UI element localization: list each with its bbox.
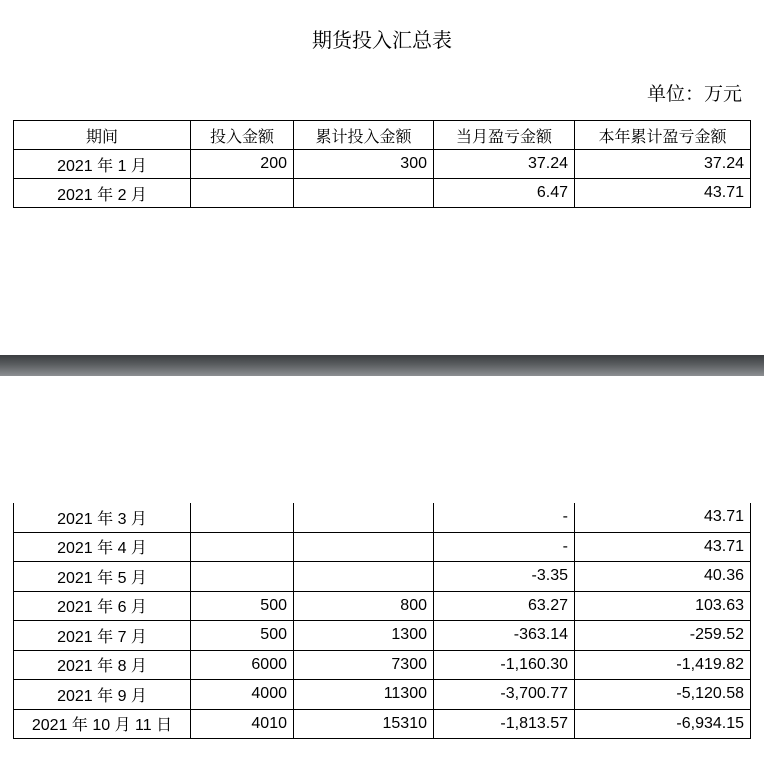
cell-cumulative-investment: 7300 <box>294 650 434 680</box>
cell-ytd-pnl: 43.71 <box>575 532 751 562</box>
cell-cumulative-investment: 800 <box>294 591 434 621</box>
cell-monthly-pnl: 63.27 <box>434 591 575 621</box>
cell-monthly-pnl: -1,813.57 <box>434 709 575 739</box>
cell-ytd-pnl: 43.71 <box>575 179 751 208</box>
header-ytd-pnl: 本年累计盈亏金额 <box>575 121 751 150</box>
cell-monthly-pnl: -363.14 <box>434 621 575 651</box>
cell-cumulative-investment: 15310 <box>294 709 434 739</box>
summary-table-top <box>13 120 751 208</box>
cell-ytd-pnl: -5,120.58 <box>575 680 751 710</box>
page-break-divider <box>0 355 764 376</box>
cell-period: 2021 年 10 月 11 日 <box>14 709 191 739</box>
header-period: 期间 <box>14 121 191 150</box>
cell-ytd-pnl: -1,419.82 <box>575 650 751 680</box>
table-row <box>14 621 751 651</box>
cell-period: 2021 年 7 月 <box>14 621 191 651</box>
cell-cumulative-investment <box>294 532 434 562</box>
cell-period: 2021 年 3 月 <box>14 503 191 532</box>
cell-cumulative-investment: 11300 <box>294 680 434 710</box>
cell-investment <box>191 179 294 208</box>
table-row <box>14 562 751 592</box>
table-header-row <box>14 121 751 150</box>
table-row <box>14 179 751 208</box>
cell-investment: 500 <box>191 621 294 651</box>
cell-monthly-pnl: -3,700.77 <box>434 680 575 710</box>
cell-investment: 500 <box>191 591 294 621</box>
table-row <box>14 532 751 562</box>
page-title: 期货投入汇总表 <box>312 28 452 52</box>
header-cumulative-investment: 累计投入金额 <box>294 121 434 150</box>
cell-period: 2021 年 2 月 <box>14 179 191 208</box>
cell-investment: 4000 <box>191 680 294 710</box>
table-row <box>14 709 751 739</box>
cell-period: 2021 年 9 月 <box>14 680 191 710</box>
cell-ytd-pnl: -6,934.15 <box>575 709 751 739</box>
cell-cumulative-investment <box>294 179 434 208</box>
cell-period: 2021 年 8 月 <box>14 650 191 680</box>
header-monthly-pnl: 当月盈亏金额 <box>434 121 575 150</box>
cell-ytd-pnl: 40.36 <box>575 562 751 592</box>
cell-monthly-pnl: - <box>434 503 575 532</box>
cell-cumulative-investment <box>294 562 434 592</box>
cell-investment <box>191 562 294 592</box>
table-row <box>14 680 751 710</box>
cell-period: 2021 年 4 月 <box>14 532 191 562</box>
cell-monthly-pnl: 6.47 <box>434 179 575 208</box>
cell-monthly-pnl: -3.35 <box>434 562 575 592</box>
cell-monthly-pnl: -1,160.30 <box>434 650 575 680</box>
cell-cumulative-investment: 300 <box>294 150 434 179</box>
cell-period: 2021 年 5 月 <box>14 562 191 592</box>
cell-cumulative-investment: 1300 <box>294 621 434 651</box>
cell-monthly-pnl: - <box>434 532 575 562</box>
cell-investment <box>191 503 294 532</box>
cell-ytd-pnl: 103.63 <box>575 591 751 621</box>
table-row <box>14 591 751 621</box>
unit-label: 单位：万元 <box>646 83 742 105</box>
summary-table-bottom <box>13 503 751 739</box>
cell-investment: 4010 <box>191 709 294 739</box>
table-row <box>14 503 751 532</box>
table-row <box>14 650 751 680</box>
cell-period: 2021 年 1 月 <box>14 150 191 179</box>
cell-investment: 200 <box>191 150 294 179</box>
table-row <box>14 150 751 179</box>
cell-investment <box>191 532 294 562</box>
cell-ytd-pnl: 37.24 <box>575 150 751 179</box>
cell-ytd-pnl: 43.71 <box>575 503 751 532</box>
cell-cumulative-investment <box>294 503 434 532</box>
header-investment: 投入金额 <box>191 121 294 150</box>
cell-period: 2021 年 6 月 <box>14 591 191 621</box>
cell-investment: 6000 <box>191 650 294 680</box>
cell-monthly-pnl: 37.24 <box>434 150 575 179</box>
cell-ytd-pnl: -259.52 <box>575 621 751 651</box>
